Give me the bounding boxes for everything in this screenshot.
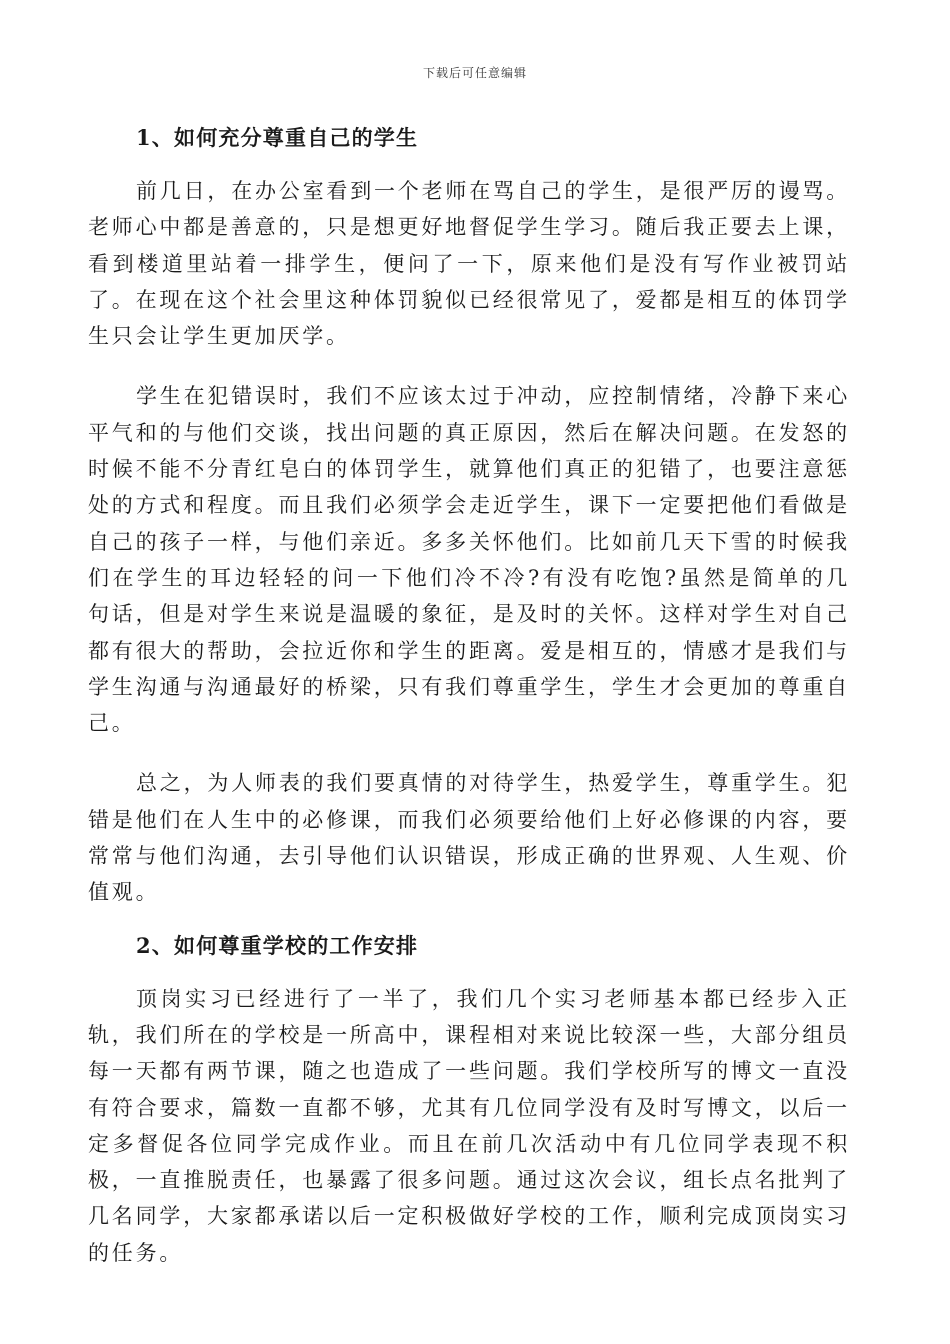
document-body <box>88 117 850 1271</box>
paragraph: 学生在犯错误时，我们不应该太过于冲动，应控制情绪，冷静下来心平气和的与他们交谈，找出问题的真正原因，然后在解决问题。在发怒的时候不能不分青红皂白的体罚学生，就算他们真正的犯错了，也要注意惩处的方式和程度。而且我们必须学会走近学生，课下一定要把他们看做是自己的孩子一样，与他们亲近。多多关怀他们。比如前几天下雪的时候我们在学生的耳边轻轻的问一下他们冷不冷?有没有吃饱?虽然是简单的几句话，但是对学生来说是温暖的象征，是及时的关怀。这样对学生对自己都有很大的帮助，会拉近你和学生的距离。爱是相互的，情感才是我们与学生沟通与沟通最好的桥梁，只有我们尊重学生，学生才会更加的尊重自己。 <box>88 384 850 736</box>
page-header-note: 下载后可任意编辑 <box>422 66 527 80</box>
paragraph: 总之，为人师表的我们要真情的对待学生，热爱学生，尊重学生。犯错是他们在人生中的必修课，而我们必须要给他们上好必修课的内容，要常常与他们沟通，去引导他们认识错误，形成正确的世界观、人生观、价值观。 <box>88 771 850 905</box>
section-heading: 2、如何尊重学校的工作安排 <box>136 932 419 958</box>
section-1 <box>88 117 850 911</box>
section-heading: 1、如何充分尊重自己的学生 <box>136 125 419 150</box>
paragraph: 顶岗实习已经进行了一半了，我们几个实习老师基本都已经步入正轨，我们所在的学校是一所高中，课程相对来说比较深一些，大部分组员每一天都有两节课，随之也造成了一些问题。我们学校所写的博文一直没有符合要求，篇数一直都不够，尤其有几位同学没有及时写博文，以后一定多督促各位同学完成作业。而且在前几次活动中有几位同学表现不积极，一直推脱责任，也暴露了很多问题。通过这次会议，组长点名批判了几名同学，大家都承诺以后一定积极做好学校的工作，顺利完成顶岗实习的任务。 <box>88 986 850 1265</box>
section-2 <box>88 925 850 1271</box>
paragraph: 前几日，在办公室看到一个老师在骂自己的学生，是很严厉的谩骂。老师心中都是善意的，只是想更好地督促学生学习。随后我正要去上课，看到楼道里站着一排学生，便问了一下，原来他们是没有写作业被罚站了。在现在这个社会里这种体罚貌似已经很常见了，爱都是相互的体罚学生只会让学生更加厌学。 <box>88 179 850 349</box>
